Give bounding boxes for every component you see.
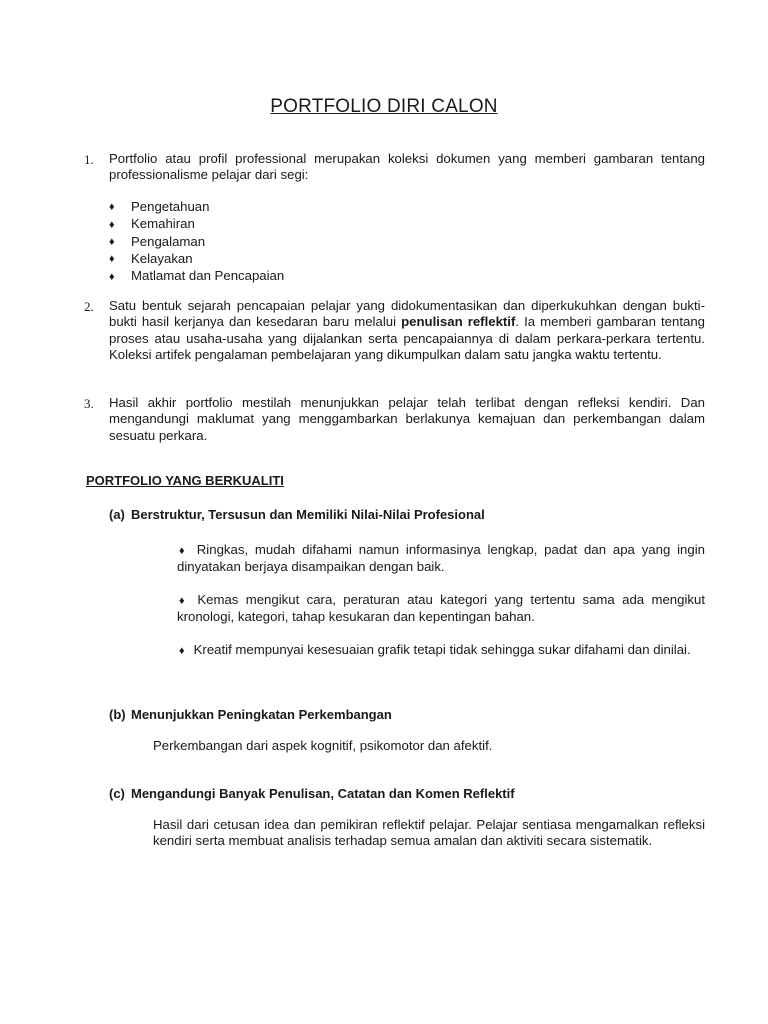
subsection-c-heading: [109, 786, 515, 801]
subsection-a-bullet-2: [177, 592, 705, 626]
subsection-c-text: Hasil dari cetusan idea dan pemikiran reflektif pelajar. Pelajar sentiasa mengamalkan refleksi kendiri serta membuat analisis terhadap semua amalan dan aktiviti secara sistematik.: [153, 817, 705, 849]
diamond-bullet-icon: ♦: [109, 219, 115, 231]
bullet-item: Kemahiran: [131, 216, 195, 231]
subsection-b-text: Perkembangan dari aspek kognitif, psikomotor dan afektif.: [153, 738, 493, 753]
diamond-bullet-icon: ♦: [109, 271, 115, 283]
list-item-1-text: Portfolio atau profil professional merupakan koleksi dokumen yang memberi gambaran tentang professionalisme pelajar dari segi:: [109, 151, 705, 183]
diamond-bullet-icon: ♦: [109, 253, 115, 265]
subsection-a-title: Berstruktur, Tersusun dan Memiliki Nilai-Nilai Profesional: [131, 507, 485, 522]
bullet-text: Kemas mengikut cara, peraturan atau kategori yang tertentu sama ada mengikut kronologi, kategori, tahap kesukaran dan kepentingan bahan.: [177, 592, 705, 625]
bullet-text: Ringkas, mudah difahami namun informasinya lengkap, padat dan apa yang ingin dinyatakan berjaya disampaikan dengan baik.: [177, 542, 705, 575]
bullet-item: Matlamat dan Pencapaian: [131, 268, 285, 283]
list-item-2-bold: penulisan reflektif: [401, 314, 516, 330]
subsection-b-heading: [109, 707, 392, 722]
list-number-2: 2.: [84, 299, 94, 314]
list-item-2-text-end: . Ia memberi gambaran tentang proses atau usaha-usaha yang dijalankan serta pencapaiannya di dalam perkara-perkara tertentu. Koleksi artifek pengalaman pembelajaran yang dikumpulkan dalam satu jangka waktu tertentu.: [109, 314, 705, 363]
list-item-2-text-start: Satu bentuk sejarah pencapaian pelajar yang didokumentasikan dan diperkukuhkan dengan bukti-bukti hasil kerjanya dan kesedaran baru melalui: [109, 298, 705, 330]
list-number-3: 3.: [84, 396, 94, 411]
list-item-2-text: [109, 298, 705, 364]
subsection-c-label: (c): [109, 786, 125, 801]
subsection-a-bullet-1: [177, 542, 705, 576]
diamond-bullet-icon: ♦: [109, 201, 115, 213]
subsection-c-title: Mengandungi Banyak Penulisan, Catatan dan Komen Reflektif: [131, 786, 515, 801]
list-number-1: 1.: [84, 152, 94, 167]
subsection-b-title: Menunjukkan Peningkatan Perkembangan: [131, 707, 392, 722]
diamond-bullet-icon: ♦: [109, 236, 115, 248]
subsection-a-heading: [109, 507, 485, 522]
page-title: PORTFOLIO DIRI CALON: [270, 96, 498, 117]
bullet-text: Kreatif mempunyai kesesuaian grafik tetapi tidak sehingga sukar difahami dan dinilai.: [193, 642, 691, 657]
bullet-item: Pengetahuan: [131, 199, 210, 214]
bullet-item: Kelayakan: [131, 251, 193, 266]
diamond-bullet-icon: ♦: [179, 645, 185, 657]
list-item-3-text: Hasil akhir portfolio mestilah menunjukkan pelajar telah terlibat dengan refleksi kendiri. Dan mengandungi maklumat yang menggambarkan berlakunya kemajuan dan perkembangan dalam sesuatu perkara.: [109, 395, 705, 443]
subsection-a-bullet-3: [177, 642, 705, 659]
subsection-a-label: (a): [109, 507, 125, 522]
subsection-b-label: (b): [109, 707, 126, 722]
bullet-item: Pengalaman: [131, 234, 206, 249]
diamond-bullet-icon: ♦: [179, 545, 188, 557]
diamond-bullet-icon: ♦: [179, 595, 189, 607]
section-heading: PORTFOLIO YANG BERKUALITI: [86, 473, 284, 488]
